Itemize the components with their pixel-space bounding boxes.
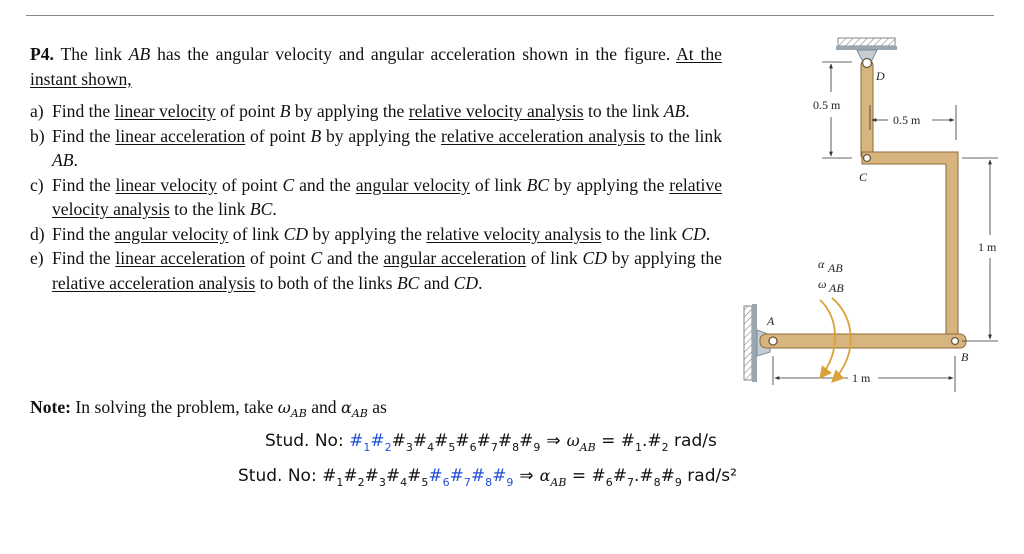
stud-digit: $\#_5$ (434, 431, 456, 454)
note-label: Note: (30, 397, 72, 417)
stud-digit: $\#_8$ (470, 466, 493, 489)
stud-digit: $\#_1$ (349, 431, 371, 454)
text: of link (228, 223, 284, 244)
underlined-term: linear acceleration (115, 125, 246, 146)
label-d: D (876, 69, 885, 83)
stud-digit: $\#_9$ (492, 466, 514, 489)
stud-digit-index: 8 (485, 476, 493, 489)
text: of point (245, 125, 311, 146)
text: Find the (52, 125, 116, 146)
underlined-term: linear velocity (115, 174, 218, 195)
text: of link (470, 174, 527, 195)
formula-subscript: AB (579, 441, 596, 454)
formula-unit: rad/s (668, 431, 717, 451)
stud-digit: $\#_9$ (519, 431, 541, 454)
text: . (73, 150, 78, 170)
text: by applying the (606, 248, 722, 268)
stud-digit-index: 9 (533, 441, 541, 454)
text: of point (217, 174, 283, 195)
stud-prefix: Stud. No: (265, 431, 350, 451)
result-char: . (634, 466, 640, 486)
label-c: C (859, 170, 868, 184)
stud-digit: $\#_7$ (476, 431, 498, 454)
underlined-term: angular velocity (355, 174, 471, 195)
intro-text-2: has the angular velocity and angular acceleration shown in the figure. (150, 44, 677, 64)
stud-digit-index: 7 (490, 441, 498, 454)
text: to the link (645, 125, 722, 146)
link-var: BC (396, 272, 420, 293)
omega-symbol: ω (277, 398, 291, 417)
link-var: CD (453, 272, 479, 293)
link-var: AB (663, 101, 686, 121)
omega-ab-label: ω (818, 277, 827, 291)
label-a: A (767, 314, 775, 328)
text: . (705, 223, 711, 244)
stud-digit-index: 3 (405, 441, 413, 454)
result-char: # (647, 431, 662, 451)
point-var: C (310, 248, 323, 268)
stud-digit: $\#_2$ (343, 466, 365, 489)
link-cd (861, 60, 873, 160)
stud-digit: $\#_5$ (407, 466, 429, 489)
stud-digit: $\#_3$ (391, 431, 413, 454)
stud-digit-index: 9 (506, 476, 514, 489)
stud-digit-index: 6 (469, 441, 477, 454)
note-as: as (367, 397, 387, 417)
stud-digit: $\#_6$ (455, 431, 477, 454)
stud-digit: $\#_6$ (428, 466, 450, 489)
stud-digit-index: 3 (378, 476, 386, 489)
implies-arrow: ⇒ (519, 466, 534, 486)
text: Find the (52, 174, 116, 195)
stud-digit-index: 4 (400, 476, 408, 489)
text: by applying the (549, 174, 670, 195)
formula-symbol: α (539, 466, 551, 485)
point-var: C (282, 174, 295, 195)
underlined-term: linear acceleration (115, 248, 246, 268)
text: of point (245, 248, 311, 268)
point-var: B (279, 101, 291, 121)
stud-digit-index: 4 (427, 441, 435, 454)
note-and: and (306, 397, 341, 417)
result-index: 1 (634, 441, 642, 454)
pin-a (769, 337, 777, 345)
label-b: B (961, 350, 969, 364)
underlined-term: relative velocity analysis (52, 174, 722, 219)
link-var: CD (582, 248, 607, 268)
point-var: B (310, 125, 322, 146)
result-char: # (639, 466, 654, 486)
stud-digit-index: 8 (512, 441, 520, 454)
dim-right-label: 1 m (978, 240, 997, 254)
result-char: # (612, 466, 627, 486)
link-var: AB (52, 150, 74, 170)
text: to the link (169, 199, 250, 219)
dim-bottom-label: 1 m (852, 371, 871, 385)
stud-digit-index: 5 (448, 441, 456, 454)
stud-digit-index: 2 (384, 441, 392, 454)
pin-c (864, 155, 871, 162)
link-var: BC (249, 199, 273, 219)
text: and the (294, 174, 356, 195)
stud-digit-index: 2 (357, 476, 365, 489)
text: . (685, 101, 690, 121)
result-index: 6 (605, 476, 613, 489)
stud-digit: $\#_8$ (497, 431, 520, 454)
text: by applying the (321, 125, 442, 146)
result-index: 8 (653, 476, 661, 489)
stud-digit: $\#_4$ (385, 466, 408, 489)
text: by applying the (308, 223, 427, 244)
question-a-label: a) (30, 101, 44, 121)
intro-text-1: The link (60, 44, 129, 64)
link-var: CD (283, 223, 309, 244)
underlined-term: relative acceleration analysis (52, 272, 256, 293)
question-e-label: e) (30, 248, 44, 268)
dim-cd-label: 0.5 m (813, 98, 841, 112)
link-bc (862, 152, 958, 346)
formula-unit: rad/s² (681, 466, 737, 486)
stud-digit: $\#_4$ (412, 431, 435, 454)
result-char: # (591, 466, 606, 486)
question-d-label: d) (30, 223, 45, 244)
problem-number: P4. (30, 44, 54, 64)
result-index: 2 (661, 441, 669, 454)
result-char: # (620, 431, 635, 451)
pin-d (863, 59, 872, 68)
stud-digit-index: 1 (336, 476, 344, 489)
result-char: # (660, 466, 675, 486)
question-b-label: b) (30, 125, 45, 146)
pin-b (952, 338, 959, 345)
alpha-subscript: AB (351, 407, 368, 420)
result-index: 9 (674, 476, 682, 489)
underlined-term: angular acceleration (383, 248, 527, 268)
text: Find the (52, 101, 115, 121)
note-text: In solving the problem, take (71, 397, 278, 417)
text: Find the (52, 223, 115, 244)
alpha-symbol: α (341, 398, 352, 417)
stud-digit-index: 1 (363, 441, 371, 454)
text: to both of the links (255, 272, 397, 293)
formula-subscript: AB (550, 476, 567, 489)
question-c-label: c) (30, 174, 44, 195)
result-index: 7 (627, 476, 634, 489)
text: Find the (52, 248, 116, 268)
stud-digit: $\#_7$ (449, 466, 471, 489)
underlined-term: angular velocity (114, 223, 229, 244)
link-ab-var: AB (128, 44, 151, 64)
stud-digit: $\#_1$ (322, 466, 344, 489)
formula-equals: = (595, 431, 621, 451)
stud-digit-index: 7 (463, 476, 471, 489)
intro-instant: At the instant shown, (30, 44, 722, 89)
text: . (478, 272, 483, 293)
text: . (272, 199, 277, 219)
text: and the (322, 248, 384, 268)
text: by applying the (290, 101, 409, 121)
omega-subscript: AB (290, 407, 307, 420)
formula-symbol: ω (566, 431, 580, 450)
formula-equals: = (566, 466, 592, 486)
underlined-term: relative acceleration analysis (441, 125, 646, 146)
stud-digit: $\#_3$ (364, 466, 386, 489)
link-var: BC (526, 174, 550, 195)
text: and (419, 272, 454, 293)
underlined-term: linear velocity (114, 101, 216, 121)
stud-digit-index: 6 (442, 476, 450, 489)
link-var: CD (681, 223, 706, 244)
dim-bc-label: 0.5 m (893, 113, 921, 127)
alpha-ab-label: α (818, 257, 825, 271)
stud-digit-index: 5 (421, 476, 429, 489)
text: of link (526, 248, 583, 268)
omega-ab-sub: AB (829, 281, 844, 295)
alpha-ab-sub: AB (828, 261, 843, 275)
underlined-term: relative velocity analysis (426, 223, 602, 244)
ceiling-support (836, 38, 897, 60)
text: to the link (601, 223, 682, 244)
text: to the link (583, 101, 664, 121)
stud-prefix: Stud. No: (238, 466, 323, 486)
result-char: . (641, 431, 648, 451)
link-ab (760, 334, 966, 348)
implies-arrow: ⇒ (546, 431, 561, 451)
stud-digit: $\#_2$ (370, 431, 392, 454)
text: of point (215, 101, 280, 121)
underlined-term: relative velocity analysis (408, 101, 584, 121)
